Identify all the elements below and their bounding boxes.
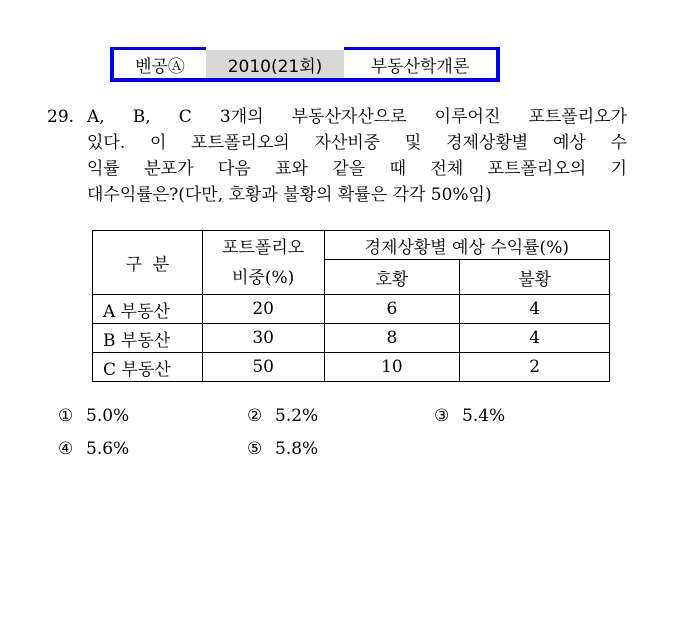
question-text bbox=[87, 104, 627, 208]
choice-text: 5.8% bbox=[275, 439, 319, 459]
choice-mark: ① bbox=[58, 406, 74, 426]
header-exam-year: 2010(21회) bbox=[206, 47, 344, 78]
header-brand: 벤공Ⓐ bbox=[114, 47, 206, 78]
exam-header bbox=[110, 47, 500, 82]
row-name: C 부동산 bbox=[93, 353, 203, 382]
choice-text: 5.2% bbox=[275, 406, 319, 426]
row-name: A 부동산 bbox=[93, 295, 203, 324]
row-weight: 20 bbox=[202, 295, 324, 324]
table-row bbox=[93, 324, 610, 353]
table-row bbox=[93, 353, 610, 382]
header-boom: 호황 bbox=[324, 260, 460, 295]
choice-2[interactable] bbox=[247, 406, 318, 426]
question-number: 29. bbox=[47, 107, 75, 127]
table-row bbox=[93, 295, 610, 324]
row-weight: 50 bbox=[202, 353, 324, 382]
choice-mark: ③ bbox=[434, 406, 450, 426]
row-boom: 10 bbox=[324, 353, 460, 382]
row-weight: 30 bbox=[202, 324, 324, 353]
header-weight bbox=[202, 231, 324, 295]
header-expected-return: 경제상황별 예상 수익률(%) bbox=[324, 231, 609, 260]
header-bust: 불황 bbox=[460, 260, 610, 295]
header-subject: 부동산학개론 bbox=[344, 47, 496, 78]
choice-mark: ② bbox=[247, 406, 263, 426]
choice-text: 5.4% bbox=[462, 406, 506, 426]
row-boom: 8 bbox=[324, 324, 460, 353]
question-line: 익률 분포가 다음 표와 같을 때 전체 포트폴리오의 기 bbox=[87, 159, 627, 179]
choice-4[interactable] bbox=[58, 439, 129, 459]
choice-1[interactable] bbox=[58, 406, 129, 426]
header-weight-line1: 포트폴리오 bbox=[222, 237, 305, 258]
header-weight-line2: 비중(%) bbox=[232, 267, 295, 288]
returns-table bbox=[92, 230, 610, 382]
question-line: 대수익률은?(다만, 호황과 불황의 확률은 각각 50%임) bbox=[87, 185, 492, 205]
row-name: B 부동산 bbox=[93, 324, 203, 353]
question-line: A, B, C 3개의 부동산자산으로 이루어진 포트폴리오가 bbox=[87, 107, 627, 127]
row-bust: 2 bbox=[460, 353, 610, 382]
question-line: 있다. 이 포트폴리오의 자산비중 및 경제상황별 예상 수 bbox=[87, 133, 627, 153]
choice-mark: ④ bbox=[58, 439, 74, 459]
choice-5[interactable] bbox=[247, 439, 318, 459]
choice-mark: ⑤ bbox=[247, 439, 263, 459]
choice-text: 5.0% bbox=[86, 406, 130, 426]
choice-3[interactable] bbox=[434, 406, 505, 426]
row-boom: 6 bbox=[324, 295, 460, 324]
header-category: 구 분 bbox=[93, 231, 203, 295]
choice-text: 5.6% bbox=[86, 439, 130, 459]
row-bust: 4 bbox=[460, 295, 610, 324]
row-bust: 4 bbox=[460, 324, 610, 353]
